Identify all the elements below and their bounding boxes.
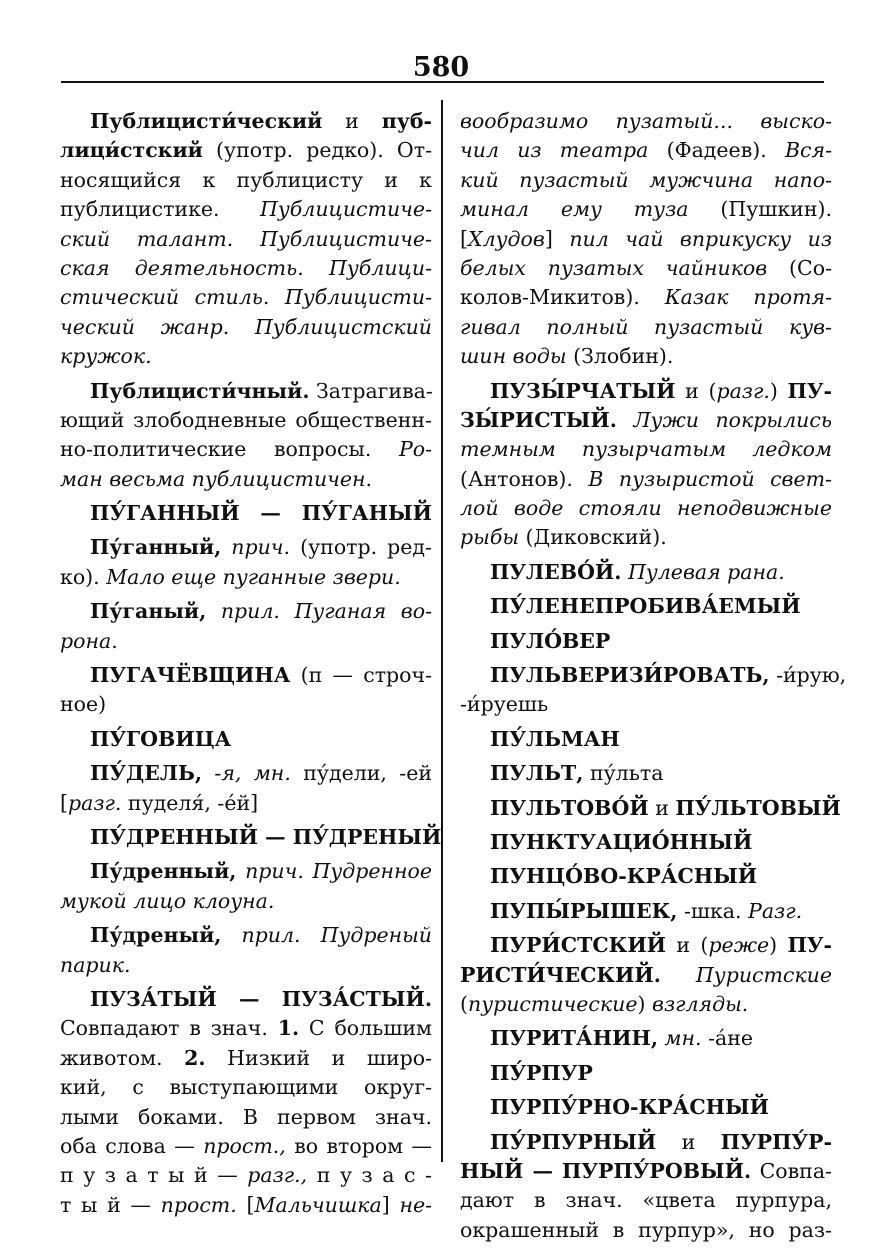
entry-line: [60, 921, 432, 950]
entry-line: [460, 465, 832, 494]
headword-text: ПУЛЕВО́Й.: [490, 559, 622, 584]
definition-text: и: [648, 795, 676, 820]
dictionary-entry: [460, 1059, 832, 1088]
entry-line: [460, 406, 832, 435]
entry-line: [60, 1161, 432, 1190]
definition-text: публицистике.: [60, 197, 261, 222]
example-text: Публицистиче-: [260, 197, 432, 222]
headword-text: ПУ́РПУРНЫЙ: [490, 1129, 657, 1154]
headword-text: Пу́ганый,: [90, 599, 207, 624]
entry-line: [460, 828, 832, 857]
entry-line: [60, 1132, 432, 1161]
entry-line: [60, 342, 432, 371]
example-text: рыбы: [460, 525, 520, 550]
headword-text: ПУ́ЛЕНЕПРОБИВА́ЕМЫЙ: [490, 594, 801, 619]
left-column: [60, 107, 442, 1225]
dictionary-entry: [460, 1093, 832, 1122]
definition-text: и (: [675, 378, 717, 403]
entry-line: [60, 1073, 432, 1102]
headword-text: НЫЙ — ПУРПУ́РОВЫЙ.: [460, 1158, 752, 1183]
definition-text: [: [60, 790, 68, 815]
example-text: рона.: [60, 628, 118, 653]
entry-line: [460, 661, 847, 690]
headword-text: Пу́дренный,: [90, 859, 237, 884]
definition-text: ]: [381, 1192, 400, 1217]
headword-text: ПУЛЬТОВО́Й: [490, 795, 649, 820]
entry-line: [460, 1093, 832, 1122]
definition-text: оба слова —: [60, 1133, 204, 1158]
example-text: мн.: [664, 1026, 702, 1051]
example-text: шин воды: [460, 344, 567, 369]
entry-line: [460, 558, 832, 587]
entry-line: [460, 1024, 832, 1053]
example-text: Казак протя-: [664, 285, 833, 310]
entry-line: [460, 225, 832, 254]
example-text: прич. Пудренное: [245, 859, 432, 884]
definition-text: животом.: [60, 1045, 185, 1070]
entry-line: [460, 1059, 832, 1088]
example-text: прич.: [231, 535, 291, 560]
dictionary-entry: [60, 857, 432, 916]
entry-line: [460, 759, 832, 788]
entry-line: [60, 759, 432, 788]
entry-line: [460, 136, 832, 165]
definition-text: ): [769, 378, 788, 403]
definition-text: (Пушкин).: [688, 197, 833, 222]
example-text: ческий жанр. Публицистский: [60, 314, 432, 339]
definition-text: ]: [544, 226, 570, 251]
entry-line: [460, 313, 832, 342]
example-text: Вся-: [784, 138, 832, 163]
entry-line: [460, 1157, 832, 1186]
example-text: Пуристские: [695, 962, 832, 987]
definition-text: во втором —: [285, 1133, 432, 1158]
dictionary-entry: [60, 533, 432, 592]
example-text: прост.: [160, 1192, 237, 1217]
dictionary-entry: [460, 592, 832, 621]
entry-line: [60, 725, 432, 754]
entry-line: [460, 494, 832, 523]
definition-text: пу́дели, -ей: [290, 761, 432, 786]
definition-text: ющий злободневные общественн-: [60, 407, 432, 432]
example-text: пуристические: [468, 991, 638, 1016]
definition-text: [661, 963, 696, 987]
page-number: 580: [412, 52, 470, 83]
entry-line: [60, 597, 432, 626]
example-text: ский талант. Публицистиче-: [60, 226, 432, 251]
headword-text: ПУ́ДРЕННЫЙ — ПУ́ДРЕНЫЙ: [90, 824, 442, 849]
entry-line: [60, 627, 432, 656]
headword-text: ПУЗА́ТЫЙ — ПУЗА́СТЫЙ.: [90, 986, 432, 1011]
entry-line: [460, 377, 832, 406]
definition-text: С большим: [299, 1016, 432, 1041]
definition-text: ко).: [60, 564, 107, 589]
example-text: гивал полный пузастый кув-: [460, 314, 832, 339]
entry-line: [460, 627, 832, 656]
example-text: реже: [708, 933, 770, 958]
entry-gap: [460, 1245, 832, 1250]
definition-text: -а́не: [701, 1026, 754, 1051]
entry-line: [60, 195, 432, 224]
entry-line: [60, 1103, 432, 1132]
example-text: лой воде стояли неподвижные: [460, 496, 832, 521]
definition-text: -шка.: [677, 898, 749, 923]
example-text: В пузыристой свет-: [588, 466, 832, 491]
dictionary-entry: [460, 661, 847, 720]
entry-line: [460, 1216, 832, 1245]
dictionary-entry: [60, 107, 432, 372]
example-text: разг.: [68, 790, 122, 815]
definition-text: ): [637, 991, 653, 1016]
right-column: [460, 107, 847, 1250]
definition-text: лыми боками. В первом знач.: [60, 1104, 432, 1129]
entry-line: [60, 789, 432, 818]
headword-text: ПУРИ́СТСКИЙ: [490, 933, 667, 958]
definition-text: [: [236, 1192, 255, 1217]
definition-text: колов-Микитов).: [460, 285, 665, 310]
entry-line: [60, 690, 432, 719]
definition-text: и: [656, 1129, 721, 1154]
dictionary-entry: [460, 931, 832, 1019]
dictionary-entry: [460, 558, 832, 587]
dictionary-entry: [460, 862, 832, 891]
example-text: ман весьма публицистичен.: [60, 466, 373, 491]
entry-line: [60, 563, 432, 592]
dictionary-entry: [460, 828, 832, 857]
entry-line: [60, 283, 432, 312]
entry-line: [460, 342, 832, 371]
headword-text: ПУНЦО́ВО-КРА́СНЫЙ: [490, 864, 758, 889]
definition-text: [221, 923, 241, 947]
entry-line: [60, 951, 432, 980]
example-text: Хлудов: [468, 226, 545, 251]
entry-line: [460, 1128, 832, 1157]
headword-text: ПУЛЬТ,: [490, 761, 584, 786]
example-text: кружок.: [60, 344, 152, 369]
dictionary-entry: [460, 897, 832, 926]
headword-text: ПУ́ЛЬМАН: [490, 726, 620, 751]
headword-text: ПУГАЧЁВЩИНА: [90, 663, 291, 688]
example-text: парик.: [60, 952, 131, 977]
headword-text: ПУПЫ́РЫШЕК,: [490, 898, 678, 923]
entry-line: [60, 661, 432, 690]
headword-text: ПУРИТА́НИН,: [490, 1026, 658, 1051]
example-text: разг.,: [247, 1163, 308, 1188]
dictionary-entry: [460, 1128, 832, 1246]
entry-line: [60, 465, 432, 494]
headword-text: ПУ́ГАННЫЙ — ПУ́ГАНЫЙ: [90, 501, 432, 526]
entry-line: [60, 435, 432, 464]
entry-line: [60, 166, 432, 195]
headword-text: ПУРПУ́РНО-КРА́СНЫЙ: [490, 1095, 770, 1120]
entry-line: [460, 107, 832, 136]
entry-line: [460, 862, 832, 891]
headword-text: ПУЛЬВЕРИЗИ́РОВАТЬ,: [490, 663, 770, 688]
entry-line: [60, 857, 432, 886]
entry-line: [60, 136, 432, 165]
definition-text: кий, с выступающими округ-: [60, 1075, 432, 1100]
headword-text: пуб-: [381, 109, 432, 133]
headword-text: Публицисти́чный.: [90, 378, 310, 403]
dictionary-entry: [60, 377, 432, 495]
example-text: -я, мн.: [214, 761, 291, 786]
entry-line: [460, 195, 832, 224]
headword-text: ПУРПУ́Р-: [720, 1129, 832, 1154]
definition-text: Низкий и широ-: [205, 1045, 432, 1070]
example-text: Разг.: [748, 898, 803, 923]
headword-text: лици́стский: [60, 138, 203, 163]
dictionary-entry: [460, 627, 832, 656]
entry-line: [460, 435, 832, 464]
definition-text: (Фадеев).: [648, 138, 785, 163]
entry-line: [460, 961, 832, 990]
definition-text: пуделя́, -е́й]: [121, 790, 259, 815]
example-text: прил. Пуганая во-: [220, 599, 432, 624]
entry-line: [60, 1014, 432, 1043]
example-text: пил чай вприкуску из: [569, 226, 833, 251]
dictionary-entry: [460, 377, 832, 553]
example-text: стический стиль. Публицисти-: [60, 285, 432, 310]
example-text: прил. Пудреный: [241, 923, 432, 948]
definition-text: ): [769, 933, 788, 958]
entry-line: [60, 225, 432, 254]
definition-text: (употр. ред-: [290, 535, 432, 560]
example-text: ская деятельность. Публици-: [60, 255, 432, 280]
definition-text: (Злобин).: [566, 344, 674, 369]
entry-line: [60, 985, 432, 1014]
example-text: белых пузатых чайников: [460, 255, 768, 280]
example-text: Ро-: [398, 437, 432, 462]
headword-text: 1.: [277, 1016, 300, 1041]
definition-text: окрашенный в пурпур», но раз-: [460, 1217, 832, 1242]
example-text: Мало еще пуганные звери.: [106, 564, 401, 589]
headword-text: Пу́ганный,: [90, 535, 222, 560]
entry-line: [60, 406, 432, 435]
definition-text: (Антонов).: [460, 466, 589, 491]
entry-line: [460, 1186, 832, 1215]
definition-text: -и́рую,: [769, 663, 847, 688]
entry-gap: [60, 1220, 432, 1225]
example-text: кий пузастый мужчина напо-: [460, 167, 832, 192]
entry-line: [460, 794, 841, 823]
definition-text: Затрагива-: [309, 378, 433, 403]
headword-text: ПУ́ГОВИЦА: [90, 726, 232, 751]
example-text: прост.,: [203, 1133, 286, 1158]
headword-text: Пу́дреный,: [90, 923, 222, 948]
headword-text: Публицисти́ческий: [90, 109, 323, 133]
example-text: темным пузырчатым ледком: [460, 437, 832, 462]
example-text: не-: [399, 1192, 433, 1217]
definition-text: п у з а т ы й —: [60, 1163, 248, 1188]
example-text: мукой лицо клоуна.: [60, 888, 275, 913]
definition-text: т ы й —: [60, 1192, 161, 1217]
entry-line: [60, 254, 432, 283]
example-text: взгляды.: [652, 991, 749, 1016]
definition-text: и: [322, 109, 382, 133]
dictionary-entry: [460, 725, 832, 754]
definition-text: Совпа-: [751, 1158, 832, 1183]
headword-text: ПУНКТУАЦИО́ННЫЙ: [490, 829, 753, 854]
entry-line: [460, 897, 832, 926]
definition-text: [: [460, 226, 468, 251]
entry-line: [60, 313, 432, 342]
entry-line: [60, 499, 432, 528]
entry-line: [460, 523, 832, 552]
headword-text: РИСТИ́ЧЕСКИЙ.: [460, 962, 661, 987]
dictionary-entry: [460, 794, 841, 823]
entry-line: [60, 1191, 432, 1220]
entry-line: [60, 1044, 432, 1073]
definition-text: (Диковский).: [519, 525, 667, 550]
definition-text: [202, 761, 214, 785]
definition-text: пу́льта: [583, 761, 664, 786]
definition-text: носящийся к публицисту и к: [60, 167, 432, 192]
headword-text: ПУ́ЛЬТОВЫЙ: [675, 795, 841, 820]
entry-line: [460, 254, 832, 283]
entry-line: [460, 592, 832, 621]
definition-text: ное): [60, 692, 107, 717]
dictionary-entry: [60, 499, 432, 528]
headword-text: ПУЛО́ВЕР: [490, 628, 611, 653]
entry-line: [460, 931, 832, 960]
dictionary-entry: [60, 921, 432, 980]
entry-line: [60, 377, 432, 406]
entry-line: [460, 166, 832, 195]
headword-text: ПУЗЫ́РЧАТЫЙ: [490, 378, 676, 403]
example-text: Пулевая рана.: [627, 559, 785, 584]
example-text: чил из театра: [460, 138, 649, 163]
entry-line: [60, 887, 432, 916]
headword-text: 2.: [184, 1045, 206, 1070]
definition-text: (: [460, 991, 468, 1016]
entry-line: [460, 990, 832, 1019]
entry-line: [60, 823, 442, 852]
definition-text: (Со-: [767, 255, 832, 280]
example-text: Мальчишка: [254, 1192, 382, 1217]
headword-text: ПУ́ДЕЛЬ,: [90, 761, 203, 786]
headword-text: ЗЫ́РИСТЫЙ.: [460, 407, 617, 432]
headword-text: ПУ́РПУР: [490, 1060, 593, 1085]
example-text: разг.: [716, 378, 770, 403]
entry-line: [60, 107, 432, 136]
dictionary-entry: [460, 107, 832, 372]
definition-text: [236, 859, 245, 883]
dictionary-entry: [60, 725, 432, 754]
dictionary-entry: [60, 985, 432, 1220]
definition-text: [617, 408, 634, 432]
definition-text: но-политические вопросы.: [60, 437, 399, 462]
definition-text: [221, 535, 231, 559]
definition-text: и (: [666, 933, 709, 958]
definition-text: -и́руешь: [460, 692, 549, 717]
definition-text: дают в знач. «цвета пурпура,: [460, 1188, 832, 1213]
example-text: минал ему туза: [460, 197, 689, 222]
definition-text: Совпадают в знач.: [60, 1016, 278, 1041]
definition-text: п у з а с -: [307, 1163, 432, 1188]
headword-text: ПУ-: [787, 378, 833, 403]
example-text: Лужи покрылись: [633, 407, 832, 432]
header-rule: [61, 81, 824, 83]
dictionary-entry: [460, 1024, 832, 1053]
definition-text: (п — строч-: [290, 663, 432, 688]
entry-line: [60, 533, 432, 562]
entry-line: [460, 725, 832, 754]
entry-line: [460, 283, 832, 312]
dictionary-entry: [60, 597, 432, 656]
column-divider: [441, 100, 443, 1162]
dictionary-entry: [60, 823, 442, 852]
entry-line: [460, 690, 832, 719]
example-text: вообразимо пузатый... выско-: [460, 109, 832, 133]
definition-text: [206, 599, 221, 623]
dictionary-entry: [60, 759, 432, 818]
definition-text: (употр. редко). От-: [202, 138, 432, 163]
dictionary-entry: [60, 661, 432, 720]
headword-text: ПУ-: [787, 933, 833, 958]
dictionary-entry: [460, 759, 832, 788]
